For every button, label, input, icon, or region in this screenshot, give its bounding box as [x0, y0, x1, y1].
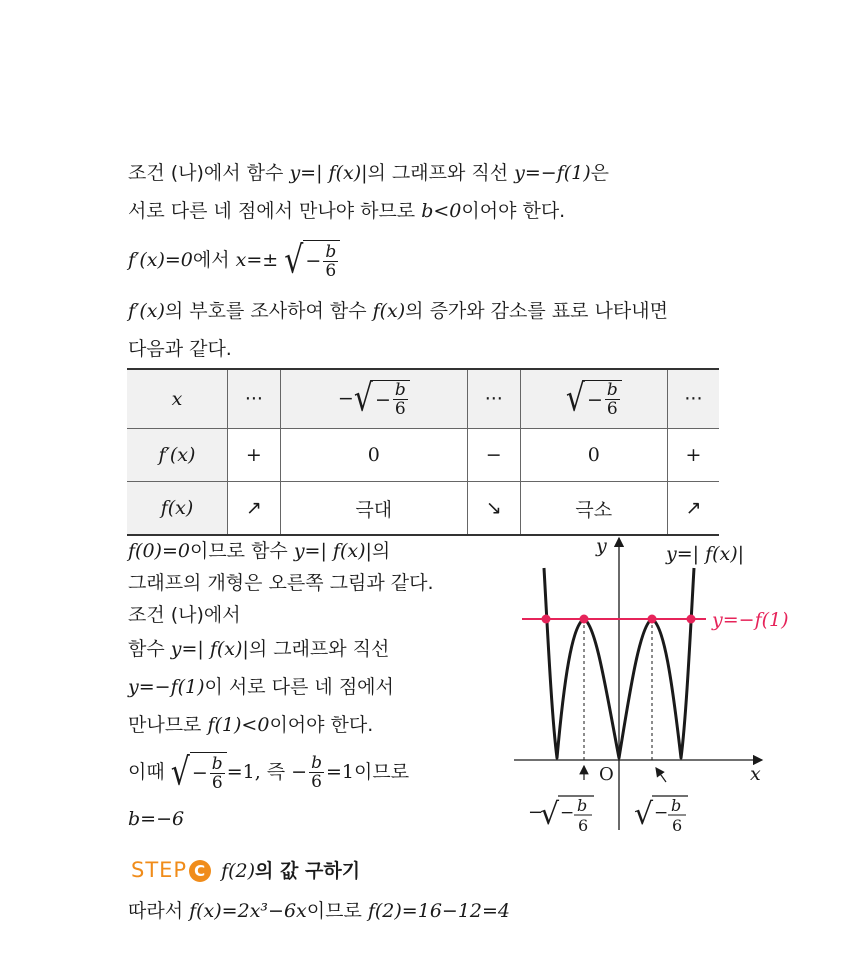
increase-decrease-table: [127, 368, 719, 536]
para3-line2: 다음과 같다.: [128, 338, 232, 360]
neg-root-minus: −: [528, 802, 544, 823]
sqrt-expr: √ − $\frac{b}{6}$: [354, 380, 410, 418]
math: y=| f(x)|: [289, 162, 368, 184]
step-title: [221, 860, 360, 882]
math: f(0)=0: [128, 540, 190, 562]
math: b<0: [421, 200, 462, 222]
para4-line8: b=−6: [128, 808, 185, 830]
math: f′(x)=0: [128, 249, 193, 271]
text: 이므로 함수: [189, 540, 294, 562]
text: 의 그래프와 직선: [367, 162, 515, 184]
sqrt-sign: √: [634, 797, 654, 832]
table-head-function: f(x): [127, 482, 228, 536]
arrow-icon: [656, 768, 666, 782]
minus: −: [586, 388, 603, 411]
fraction: [605, 381, 620, 418]
para4-line6: [128, 712, 373, 738]
para2-critical-points: [128, 240, 340, 281]
math: =1, 즉 −: [226, 761, 308, 783]
numerator: b: [311, 753, 322, 773]
pos-root-num: b: [671, 796, 682, 815]
numerator: b: [606, 380, 618, 400]
table-cell: +: [667, 429, 719, 482]
math: y=−f(1): [128, 676, 205, 698]
table-cell-neg-root: [280, 369, 467, 429]
text: 의 증가와 감소를 표로 나타내면: [405, 300, 668, 322]
math: y=| f(x)|: [170, 638, 249, 660]
pos-root-inner-minus: −: [654, 803, 669, 823]
math: f(2): [221, 860, 256, 882]
table-row: [127, 429, 719, 482]
sqrt-expr: √ − $\frac{b}{6}$: [171, 752, 227, 793]
para4-line1: [128, 538, 390, 564]
neg-root-num: b: [577, 796, 588, 815]
sqrt-expr: √ − $\frac{b}{6}$: [284, 240, 340, 281]
fraction: [323, 243, 338, 280]
table-cell-pos-root: [520, 369, 667, 429]
text: 에서: [192, 249, 236, 271]
origin-label: O: [599, 764, 614, 785]
para4-line7: [128, 752, 409, 793]
text: 의 값 구하기: [255, 860, 361, 882]
minus: −: [305, 250, 322, 272]
text: 서로 다른 네 점에서 만나야 하므로: [128, 200, 422, 222]
text: 이 서로 다른 네 점에서: [204, 676, 394, 698]
text: 이므로: [354, 761, 410, 783]
fraction: [393, 381, 408, 418]
table-head-x: x: [127, 369, 228, 429]
intersection-point: [542, 615, 551, 624]
numerator: b: [211, 753, 223, 774]
intersection-point: [580, 615, 589, 624]
neg-root-inner-minus: −: [560, 803, 575, 823]
fraction: [210, 755, 225, 792]
table-cell: 0: [520, 429, 667, 482]
math: x=±: [235, 249, 279, 271]
step-label: STEP: [131, 858, 188, 882]
table-cell: +: [228, 429, 281, 482]
numerator: b: [325, 241, 337, 262]
neg-root-den: 6: [578, 816, 589, 835]
table-cell: ···: [228, 369, 281, 429]
text: 이므로: [306, 900, 368, 922]
para1-line2: [128, 198, 565, 224]
curve-label: y=| f(x)|: [666, 543, 745, 565]
math: f(2)=16−12=4: [367, 900, 511, 922]
table-row: [127, 369, 719, 429]
denominator: 6: [606, 399, 618, 419]
table-head-derivative: f′(x): [127, 429, 228, 482]
math: y=| f(x)|: [293, 540, 372, 562]
text: 의 그래프와 직선: [248, 638, 390, 660]
math: f(1)<0: [207, 714, 270, 736]
table-row: [127, 482, 719, 536]
sqrt-expr: √ − $\frac{b}{6}$: [566, 380, 622, 418]
para4-line4: [128, 636, 389, 662]
para3-line1: [128, 298, 668, 324]
minus: −: [191, 762, 208, 784]
line-label: y=−f(1): [712, 609, 789, 631]
pos-root-den: 6: [672, 816, 683, 835]
table-cell: 극소: [520, 482, 667, 536]
denominator: 6: [325, 260, 337, 281]
math: y=−f(1): [514, 162, 591, 184]
numerator: b: [394, 380, 406, 400]
x-axis-label: x: [750, 763, 761, 785]
text: 따라서: [128, 900, 190, 922]
table-cell: 극대: [280, 482, 467, 536]
para4-line5: [128, 674, 394, 700]
denominator: 6: [311, 772, 322, 792]
y-axis-label: y: [596, 535, 607, 557]
sqrt-sign: √: [540, 797, 560, 832]
denominator: 6: [211, 772, 223, 793]
increase-arrow-icon: ↗: [667, 482, 719, 536]
para1-line1: [128, 160, 609, 186]
math: f′(x): [128, 300, 165, 322]
table-cell: ···: [667, 369, 719, 429]
fraction: [309, 754, 324, 791]
table-cell: 0: [280, 429, 467, 482]
math: f(x): [372, 300, 406, 322]
text: 이어야 한다.: [461, 200, 566, 222]
text: 함수: [128, 638, 171, 660]
step-badge: C: [189, 860, 211, 882]
para4-line3: 조건 (나)에서: [128, 604, 241, 626]
table-cell: −: [467, 429, 520, 482]
math: =1: [325, 761, 354, 783]
function-graph: [500, 530, 800, 840]
decrease-arrow-icon: ↘: [467, 482, 520, 536]
para4-line2: 그래프의 개형은 오른쪽 그림과 같다.: [128, 572, 434, 594]
minus: −: [374, 388, 391, 411]
denominator: 6: [394, 399, 406, 419]
minus: −: [337, 387, 354, 410]
math: f(x)=2x³−6x: [189, 900, 307, 922]
text: 이때: [128, 761, 171, 783]
final-line: [128, 898, 510, 924]
text: 조건 (나)에서 함수: [128, 162, 290, 184]
increase-arrow-icon: ↗: [228, 482, 281, 536]
text: 이어야 한다.: [269, 714, 374, 736]
text: 의: [371, 540, 391, 562]
step-heading: [131, 856, 360, 883]
text: 은: [590, 162, 610, 184]
intersection-point: [648, 615, 657, 624]
text: 의 부호를 조사하여 함수: [164, 300, 373, 322]
intersection-point: [687, 615, 696, 624]
text: 만나므로: [128, 714, 208, 736]
table-cell: ···: [467, 369, 520, 429]
